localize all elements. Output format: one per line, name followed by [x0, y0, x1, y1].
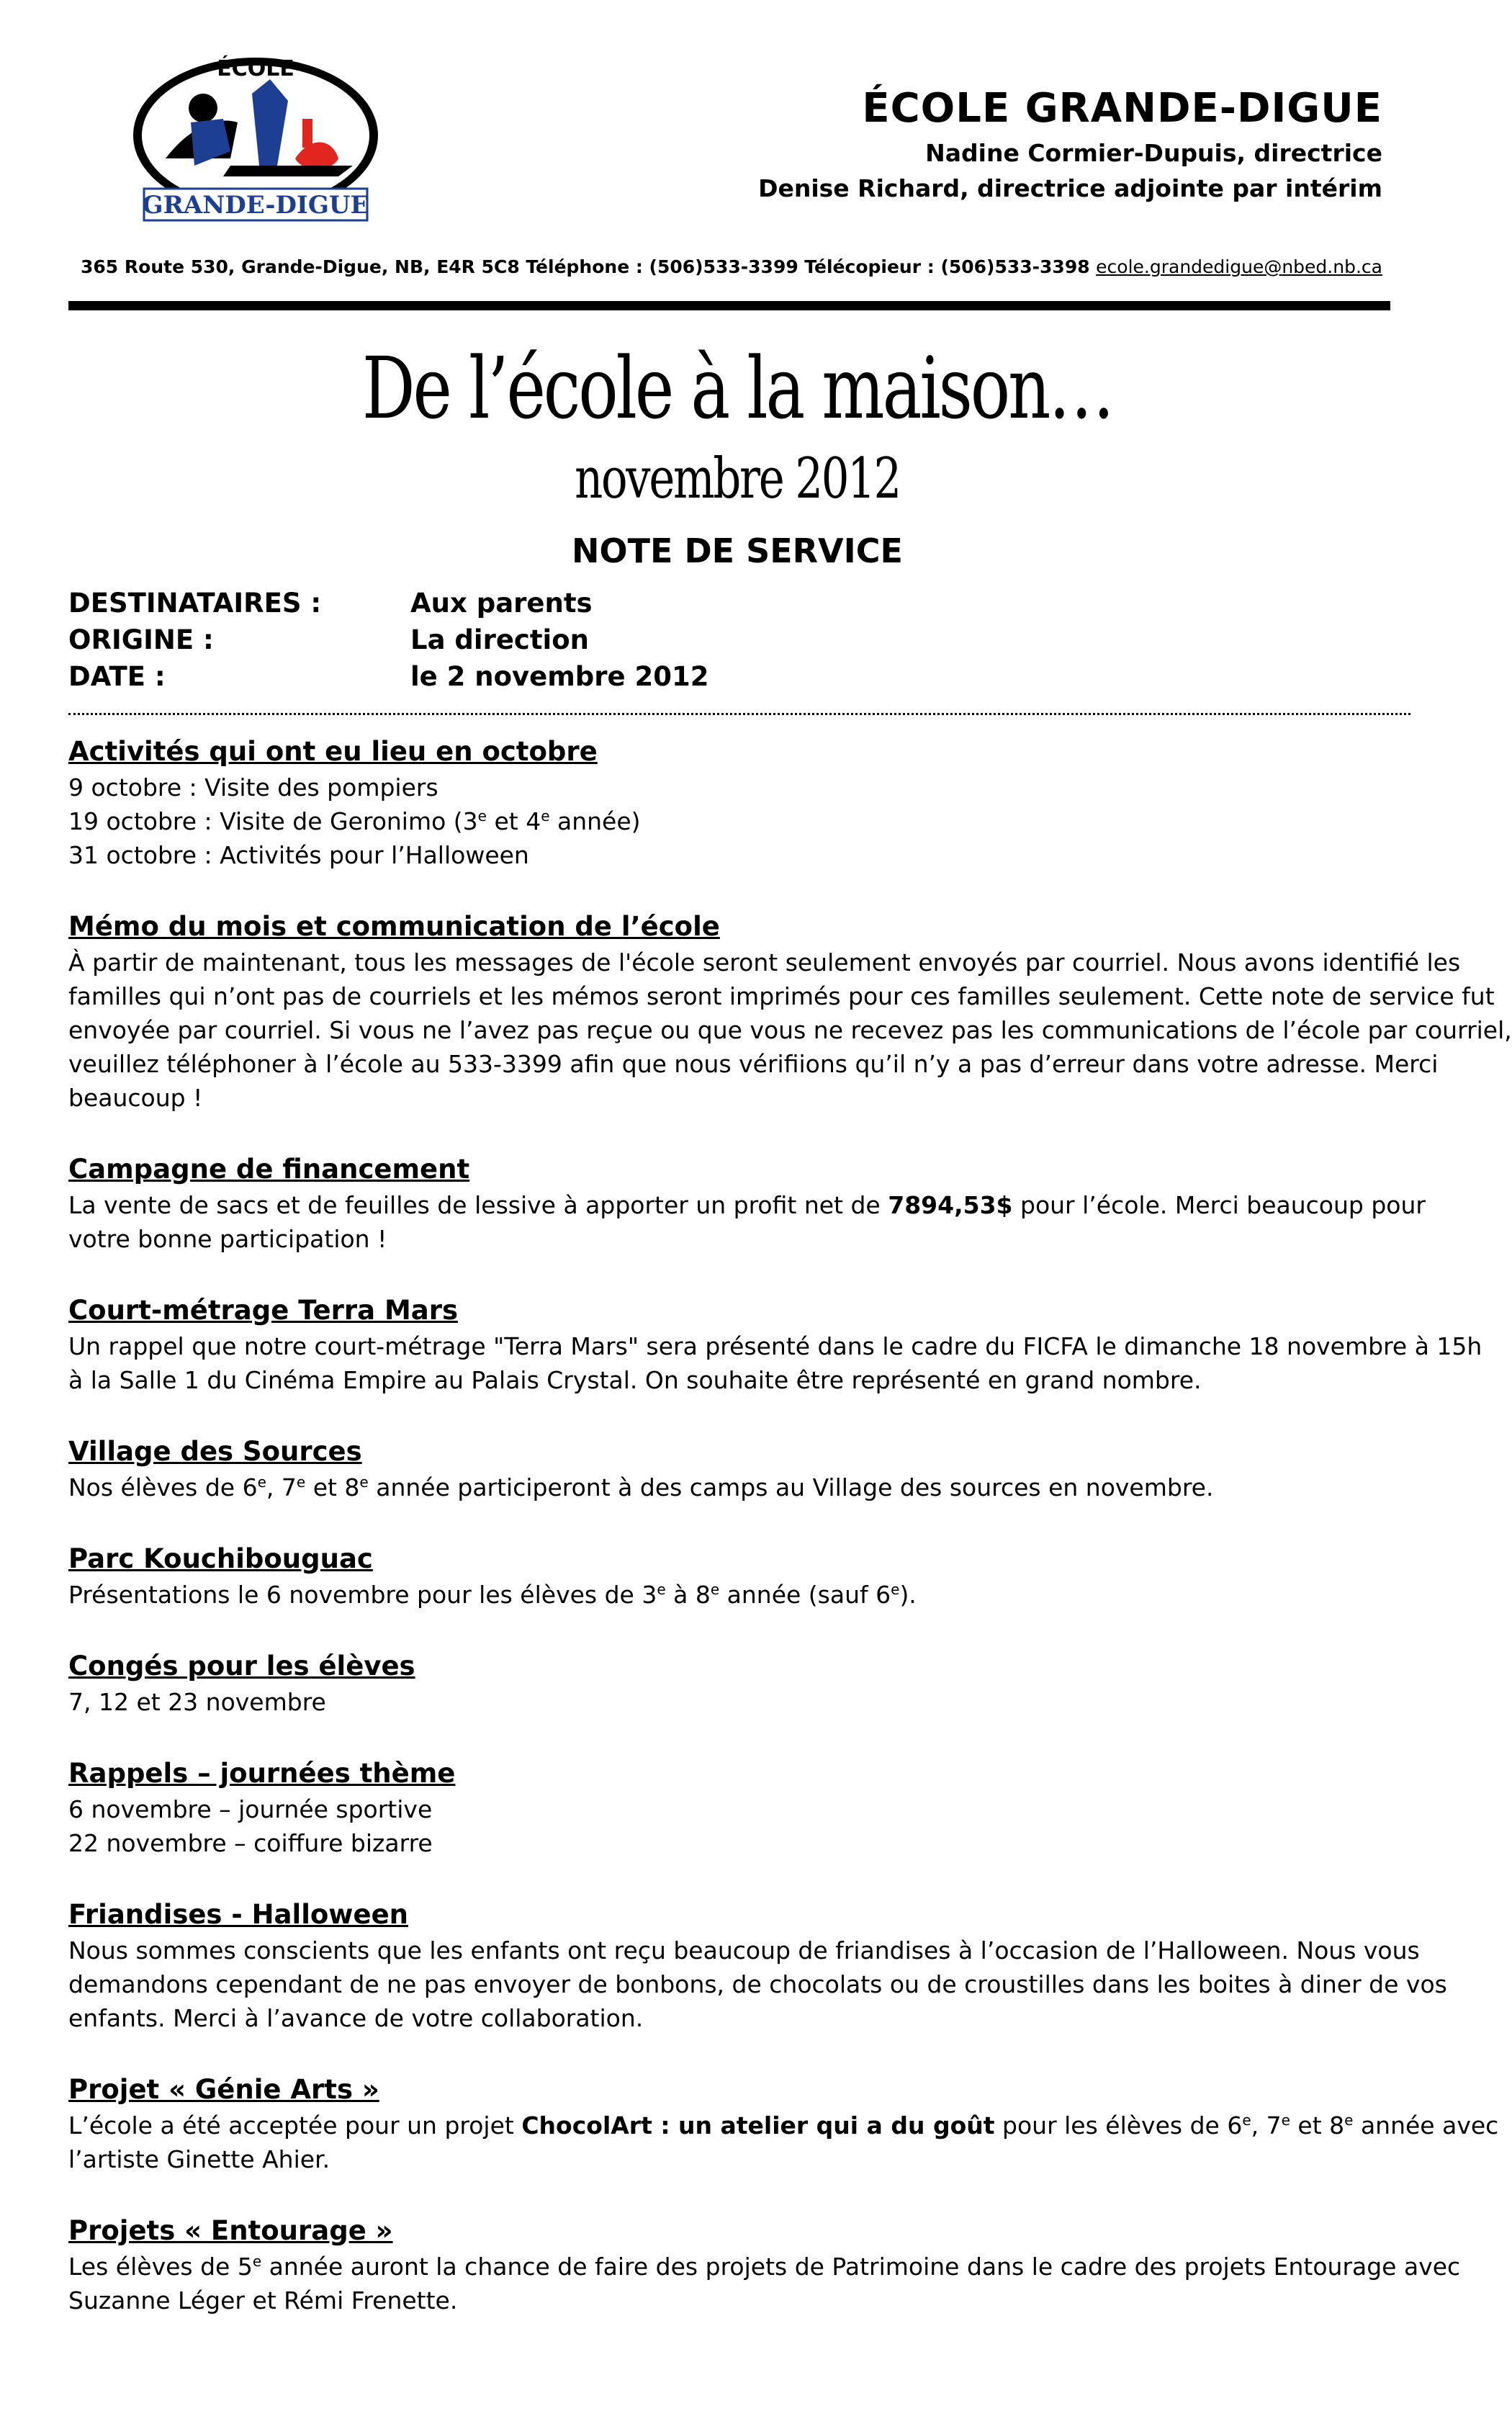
section-activities [68, 733, 1415, 872]
phone: Téléphone : (506)533-3399 [526, 256, 798, 277]
section-text: 9 octobre : Visite des pompiers 19 octobre : Visite de Geronimo (3e et 4e année) 31 octobre : Activités pour l’Halloween [68, 773, 641, 869]
logo-text-top: ÉCOLE [217, 56, 294, 81]
school-name: ÉCOLE GRANDE-DIGUE [862, 85, 1382, 132]
section-heading: Parc Kouchibouguac [68, 1543, 373, 1574]
address: 365 Route 530, Grande-Digue, NB, E4R 5C8 [81, 256, 520, 277]
email-link[interactable]: ecole.grandedigue@nbed.nb.ca [1096, 256, 1382, 277]
section-heading: Rappels – journées thème [68, 1758, 456, 1789]
section-heading: Village des Sources [68, 1436, 362, 1467]
date-value: le 2 novembre 2012 [410, 661, 709, 692]
header-rule [68, 301, 1390, 310]
recipients-value: Aux parents [410, 588, 593, 619]
section-holidays [68, 1648, 1415, 1719]
memo-title: NOTE DE SERVICE [572, 531, 903, 570]
section-text: Présentations le 6 novembre pour les élèves de 3e à 8e année (sauf 6e). [68, 1581, 917, 1609]
project-name: ChocolArt : un atelier qui a du goût [521, 2111, 995, 2140]
meta-recipients [68, 585, 709, 621]
section-heading: Congés pour les élèves [68, 1651, 415, 1682]
sub-title: novembre 2012 [575, 446, 900, 511]
section-text: L’école a été acceptée pour un projet ChocolArt : un atelier qui a du goût pour les élèves de 6e, 7e et 8e année avec l’artiste Ginette Ahier. [68, 2111, 1499, 2173]
section-heading: Campagne de financement [68, 1154, 470, 1185]
date-label: DATE : [68, 661, 166, 692]
meta-origin [68, 621, 709, 658]
director-line: Nadine Cormier-Dupuis, directrice [925, 139, 1382, 167]
section-park [68, 1540, 1415, 1612]
fax: Télécopieur : (506)533-3398 [804, 256, 1090, 277]
school-logo [122, 50, 389, 234]
section-heading: Friandises - Halloween [68, 1899, 409, 1930]
school-header [758, 85, 1382, 202]
contact-row [81, 256, 1382, 277]
section-theme-days [68, 1755, 1415, 1860]
dotted-divider [68, 713, 1410, 715]
profit-amount: 7894,53$ [888, 1191, 1013, 1219]
recipients-label: DESTINATAIRES : [68, 588, 322, 619]
section-film [68, 1292, 1482, 1397]
meta-date [68, 658, 709, 695]
section-fundraising [68, 1151, 1426, 1256]
section-heading: Projet « Génie Arts » [68, 2074, 379, 2105]
section-candy [68, 1896, 1447, 2035]
section-heading: Court-métrage Terra Mars [68, 1295, 459, 1326]
section-text: 6 novembre – journée sportive 22 novembre – coiffure bizarre [68, 1795, 433, 1857]
section-text: Nos élèves de 6e, 7e et 8e année participeront à des camps au Village des sources en novembre. [68, 1473, 1214, 1501]
origin-label: ORIGINE : [68, 624, 214, 655]
section-text: 7, 12 et 23 novembre [68, 1688, 326, 1716]
assistant-director-line: Denise Richard, directrice adjointe par intérim [758, 174, 1382, 202]
section-text: Les élèves de 5e année auront la chance de faire des projets de Patrimoine dans le cadre des projets Entourage avec Suzanne Léger et Rémi Frenette. [68, 2253, 1461, 2314]
logo-text-bottom: GRANDE-DIGUE [142, 191, 369, 220]
section-entourage [68, 2212, 1461, 2317]
section-text: Nous sommes conscients que les enfants ont reçu beaucoup de friandises à l’occasion de l’Halloween. Nous vous demandons cependant de ne pas envoyer de bonbons, de chocolats ou de croustilles dans les boites à diner de vos enfants. Merci à l’avance de votre collaboration. [68, 1936, 1447, 2032]
section-heading: Activités qui ont eu lieu en octobre [68, 736, 598, 767]
section-text: La vente de sacs et de feuilles de lessive à apporter un profit net de 7894,53$ pour l’école. Merci beaucoup pour votre bonne participation ! [68, 1191, 1426, 1253]
section-text: À partir de maintenant, tous les messages de l'école seront seulement envoyés par courriel. Nous avons identifié les familles qui n’ont pas de courriels et les mémos seront imprimés pour ces familles seulement. Cette note de service fut envoyée par courriel. Si vous ne l’avez pas reçue ou que vous ne recevez pas les communications de l’école par courriel, veuillez téléphoner à l’école au 533-3399 afin que nous vérifiions qu’il n’y a pas d’erreur dans votre adresse. Merci beaucoup ! [68, 948, 1512, 1112]
section-village [68, 1433, 1415, 1504]
origin-value: La direction [410, 624, 589, 655]
memo-body [68, 733, 1512, 2353]
section-heading: Mémo du mois et communication de l’école [68, 911, 720, 942]
section-heading: Projets « Entourage » [68, 2215, 393, 2246]
main-title: De l’école à la maison… [361, 338, 1113, 438]
section-memo [68, 908, 1512, 1115]
section-genie-arts [68, 2071, 1499, 2176]
section-text: Un rappel que notre court-métrage "Terra Mars" sera présenté dans le cadre du FICFA le dimanche 18 novembre à 15h à la Salle 1 du Cinéma Empire au Palais Crystal. On souhaite être représenté en grand nombre. [68, 1332, 1482, 1394]
memo-meta [68, 585, 709, 695]
